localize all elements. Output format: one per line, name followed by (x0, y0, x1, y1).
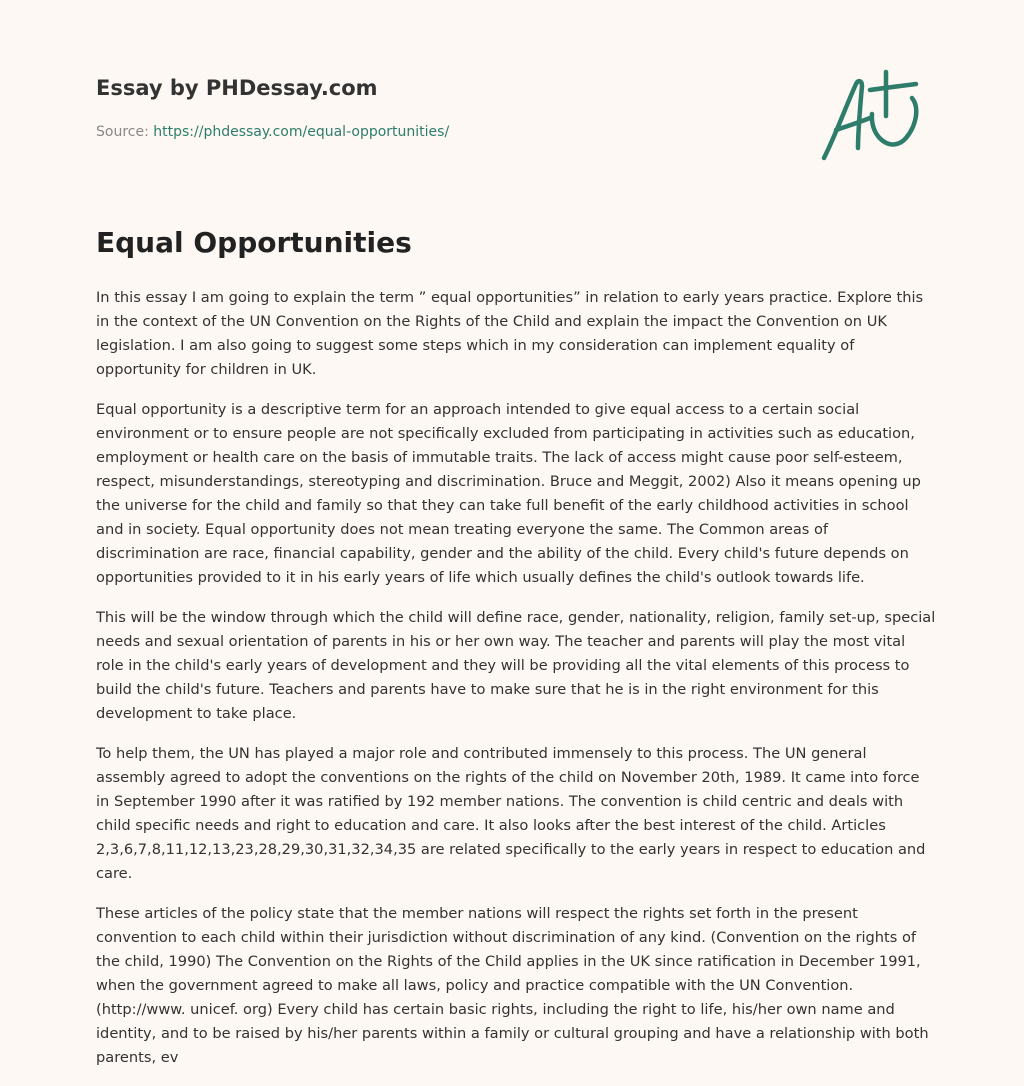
essay-paragraph: In this essay I am going to explain the term ” equal opportunities” in relation to early years practice. Explore this in the context of the UN Convention on the Rights of the Child and explain the impact the Convention on UK legislation. I am also going to suggest some steps which in my consideration can implement equality of opportunity for children in UK. (96, 289, 924, 378)
essay-paragraph: Equal opportunity is a descriptive term for an approach intended to give equal access to a certain social environment or to ensure people are not specifically excluded from participating in activities such as education, employment or health care on the basis of immutable traits. The lack of access might cause poor self-esteem, respect, misunderstandings, stereotyping and discrimination. Bruce and Meggit, 2002) Also it means opening up the universe for the child and family so that they can take full benefit of the early childhood activities in school and in society. Equal opportunity does not mean treating everyone the same. The Common areas of discrimination are race, financial capability, gender and the ability of the child. Every child's future depends on opportunities provided to it in his early years of life which usually defines the child's outlook towards life. (96, 401, 921, 586)
a-plus-logo-icon (820, 68, 926, 164)
brand-title: Essay by PHDessay.com (96, 76, 378, 100)
essay-paragraph: To help them, the UN has played a major role and contributed immensely to this process. The UN general assembly agreed to adopt the conventions on the rights of the child on November 20th, 1989. It came into force in September 1990 after it was ratified by 192 member nations. The convention is child centric and deals with child specific needs and right to education and care. It also looks after the best interest of the child. Articles 2,3,6,7,8,11,12,13,23,28,29,30,31,32,34,35 are related specifically to the early years in respect to education and care. (96, 745, 926, 882)
essay-title: Equal Opportunities (96, 226, 412, 259)
source-link[interactable]: https://phdessay.com/equal-opportunities/ (153, 124, 450, 140)
essay-paragraph: These articles of the policy state that the member nations will respect the rights set forth in the present convention to each child within their jurisdiction without discrimination of any kind. (Convention on the rights of the child, 1990) The Convention on the Rights of the Child applies in the UK since ratification in December 1991, when the government agreed to make all laws, policy and practice compatible with the UN Convention. (http://www. unicef. org) Every child has certain basic rights, including the right to life, his/her own name and identity, and to be raised by his/her parents within a family or cultural grouping and have a relationship with both parents, ev (96, 905, 929, 1066)
source-line (96, 124, 449, 140)
essay-body (96, 286, 936, 1086)
essay-paragraph: This will be the window through which the child will define race, gender, nationality, religion, family set-up, special needs and sexual orientation of parents in his or her own way. The teacher and parents will play the most vital role in the child's early years of development and they will be providing all the vital elements of this process to build the child's future. Teachers and parents have to make sure that he is in the right environment for this development to take place. (96, 609, 936, 722)
source-label: Source: (96, 124, 154, 140)
